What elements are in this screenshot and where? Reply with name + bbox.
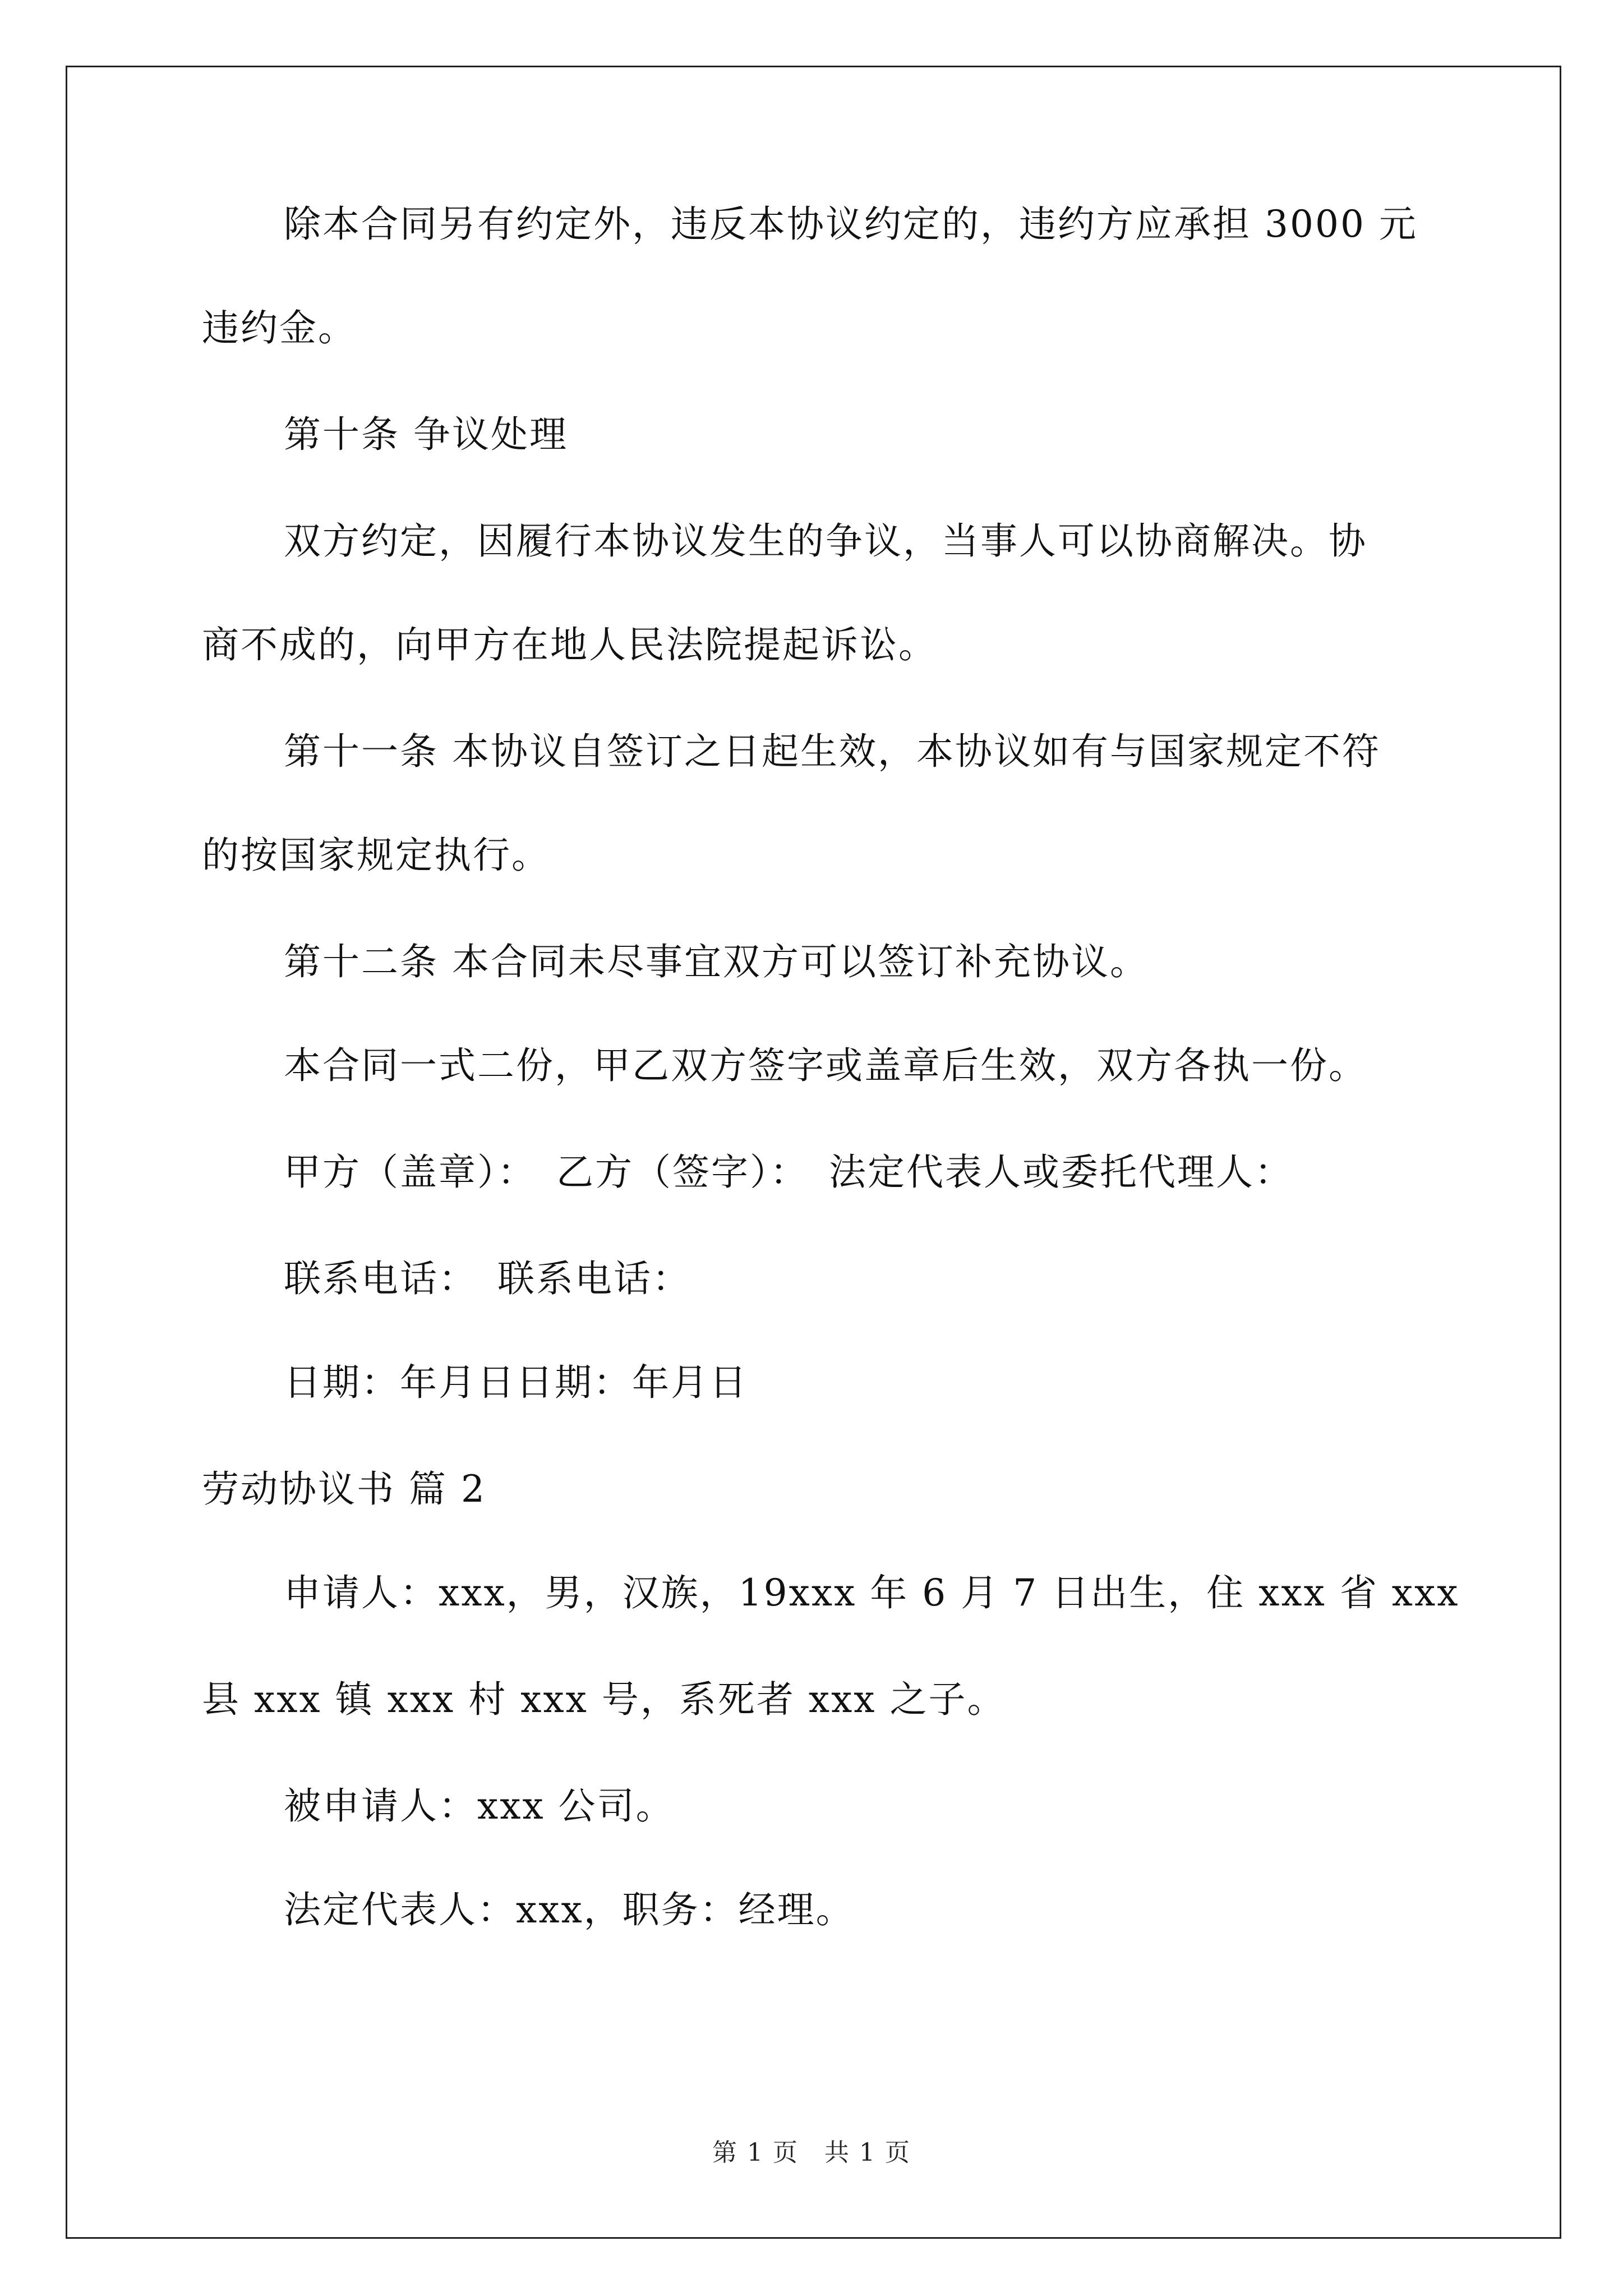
- page-footer: 第 1 页 共 1 页: [712, 2138, 911, 2167]
- respondent-line: 被申请人：xxx 公司。: [284, 1784, 675, 1828]
- paragraph-line: 双方约定，因履行本协议发生的争议，当事人可以协商解决。协: [284, 519, 1367, 563]
- paragraph-line: 的按国家规定执行。: [202, 834, 550, 877]
- paragraph-line: 除本合同另有约定外，违反本协议约定的，违约方应承担 3000 元: [284, 203, 1418, 246]
- paragraph-line: 本合同一式二份，甲乙双方签字或盖章后生效，双方各执一份。: [284, 1044, 1367, 1087]
- signature-parties: 甲方（盖章）： 乙方（签字）： 法定代表人或委托代理人：: [284, 1151, 1293, 1194]
- section-heading: 第十条 争议处理: [284, 413, 568, 456]
- paragraph-line: 申请人：xxx，男，汉族，19xxx 年 6 月 7 日出生，住 xxx 省 xxx: [284, 1571, 1460, 1614]
- contact-phones: 联系电话： 联系电话：: [284, 1257, 691, 1300]
- paragraph-line: 商不成的，向甲方在地人民法院提起诉讼。: [202, 623, 937, 666]
- paragraph-line: 第十一条 本协议自签订之日起生效，本协议如有与国家规定不符: [284, 730, 1381, 773]
- signature-dates: 日期：年月日日期：年月日: [284, 1361, 748, 1404]
- paragraph-line: 第十二条 本合同未尽事宜双方可以签订补充协议。: [284, 940, 1149, 983]
- paragraph-line: 违约金。: [202, 306, 357, 349]
- legal-representative-line: 法定代表人：xxx，职务：经理。: [284, 1888, 855, 1931]
- section-title: 劳动协议书 篇 2: [202, 1467, 486, 1511]
- paragraph-line: 县 xxx 镇 xxx 村 xxx 号，系死者 xxx 之子。: [202, 1678, 1006, 1721]
